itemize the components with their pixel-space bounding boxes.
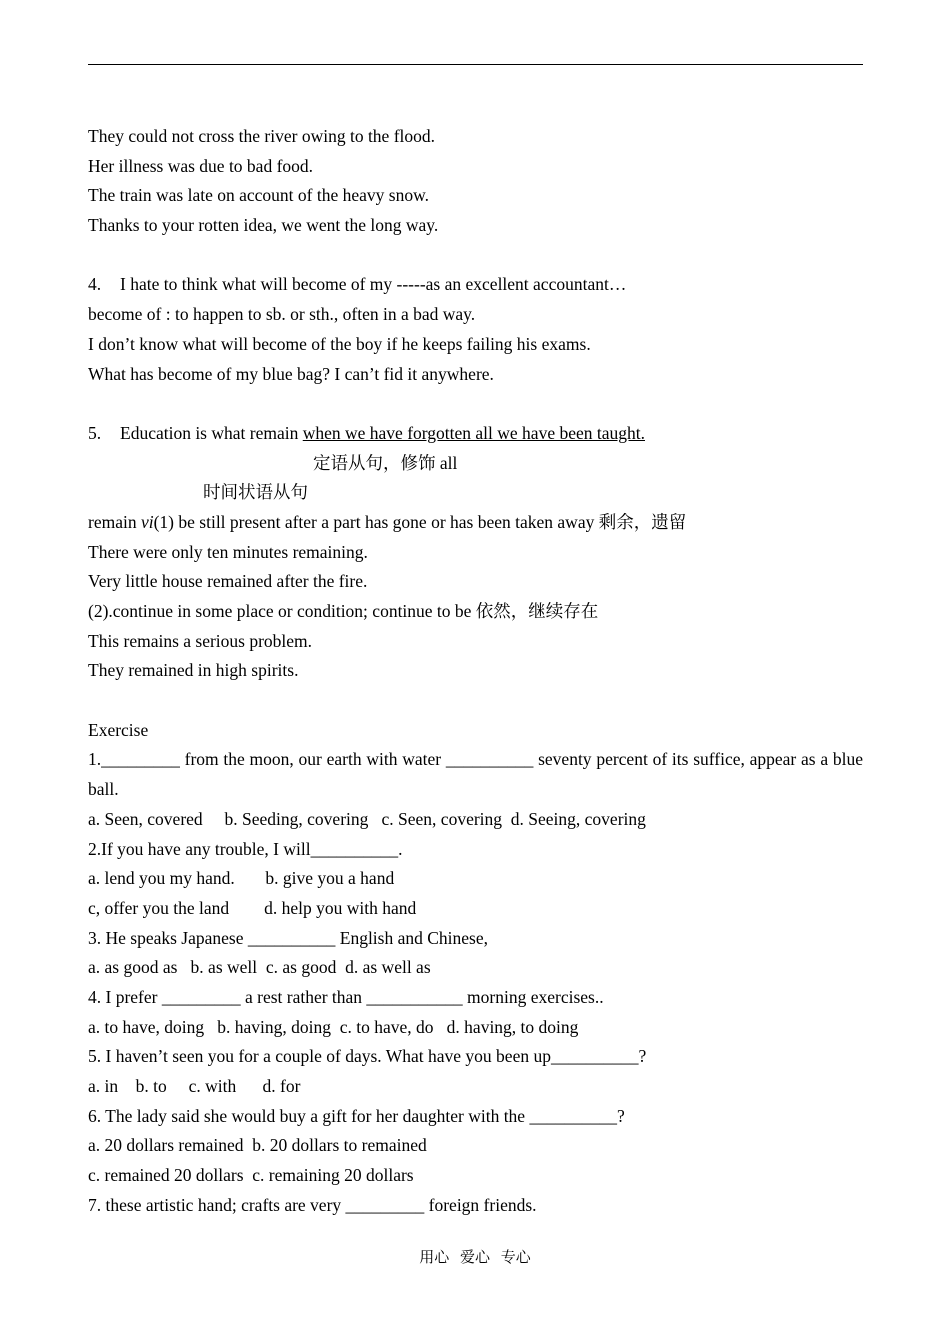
- exercise-options: a. as good as b. as well c. as good d. as well as: [88, 957, 431, 978]
- blank-line: [88, 241, 863, 271]
- def-text: (1) be still present after a part has gone or has been taken away 剩余，遗留: [153, 511, 687, 532]
- exercise-question: 1._________ from the moon, our earth with water __________ seventy percent of its suffice, appear as a blue ball.: [88, 749, 863, 800]
- text-line: become of : to happen to sb. or sth., often in a bad way.: [88, 304, 476, 325]
- exercise-question: 5. I haven’t seen you for a couple of days. What have you been up__________?: [88, 1046, 647, 1067]
- exercise-options: c. remained 20 dollars c. remaining 20 dollars: [88, 1165, 414, 1186]
- part-of-speech: vi: [140, 511, 154, 532]
- def-word: remain: [88, 511, 137, 532]
- text-line: They remained in high spirits.: [88, 660, 299, 681]
- blank-line: [88, 686, 863, 716]
- definition-line: (2).continue in some place or condition; continue to be 依然，继续存在: [88, 601, 599, 621]
- page-footer: 用心 爱心 专心: [419, 1248, 531, 1266]
- underlined-clause: when we have forgotten all we have been taught.: [302, 422, 645, 443]
- item-number: 5.: [88, 422, 102, 443]
- text-line: They could not cross the river owing to the flood.: [88, 126, 436, 146]
- annotation-note: 定语从句，修饰 all: [313, 452, 458, 473]
- text-line: What has become of my blue bag? I can’t fid it anywhere.: [88, 363, 494, 384]
- exercise-options: a. Seen, covered b. Seeding, covering c. Seen, covering d. Seeing, covering: [88, 808, 646, 829]
- definition-line: [88, 508, 863, 538]
- item-text: Education is what remain: [120, 422, 299, 443]
- text-line: This remains a serious problem.: [88, 630, 313, 651]
- item-number: 4.: [88, 274, 102, 295]
- blank-line: [88, 389, 863, 419]
- exercise-question: 6. The lady said she would buy a gift for her daughter with the __________?: [88, 1105, 625, 1126]
- text-line: Thanks to your rotten idea, we went the long way.: [88, 215, 439, 236]
- exercise-options: a. 20 dollars remained b. 20 dollars to remained: [88, 1135, 427, 1156]
- exercise-options: c, offer you the land d. help you with hand: [88, 897, 417, 918]
- document-body: [88, 122, 863, 1220]
- item-5-heading: [88, 419, 863, 449]
- header-rule: [88, 64, 863, 65]
- text-line: There were only ten minutes remaining.: [88, 541, 368, 562]
- text-line: Very little house remained after the fire.: [88, 571, 368, 592]
- exercise-heading: Exercise: [88, 719, 149, 740]
- exercise-question: 3. He speaks Japanese __________ English and Chinese,: [88, 927, 488, 948]
- item-text: I hate to think what will become of my -----as an excellent accountant…: [120, 274, 627, 295]
- annotation-note: 时间状语从句: [203, 482, 308, 503]
- exercise-options: a. to have, doing b. having, doing c. to have, do d. having, to doing: [88, 1016, 579, 1037]
- exercise-question: 2.If you have any trouble, I will__________.: [88, 838, 403, 859]
- text-line: The train was late on account of the heavy snow.: [88, 185, 429, 206]
- item-4-heading: [88, 270, 863, 300]
- text-line: I don’t know what will become of the boy if he keeps failing his exams.: [88, 333, 591, 354]
- text-line: Her illness was due to bad food.: [88, 155, 314, 176]
- exercise-question: 7. these artistic hand; crafts are very _________ foreign friends.: [88, 1194, 537, 1215]
- exercise-options: a. in b. to c. with d. for: [88, 1076, 301, 1097]
- exercise-question: 4. I prefer _________ a rest rather than ___________ morning exercises..: [88, 986, 604, 1007]
- exercise-options: a. lend you my hand. b. give you a hand: [88, 868, 395, 889]
